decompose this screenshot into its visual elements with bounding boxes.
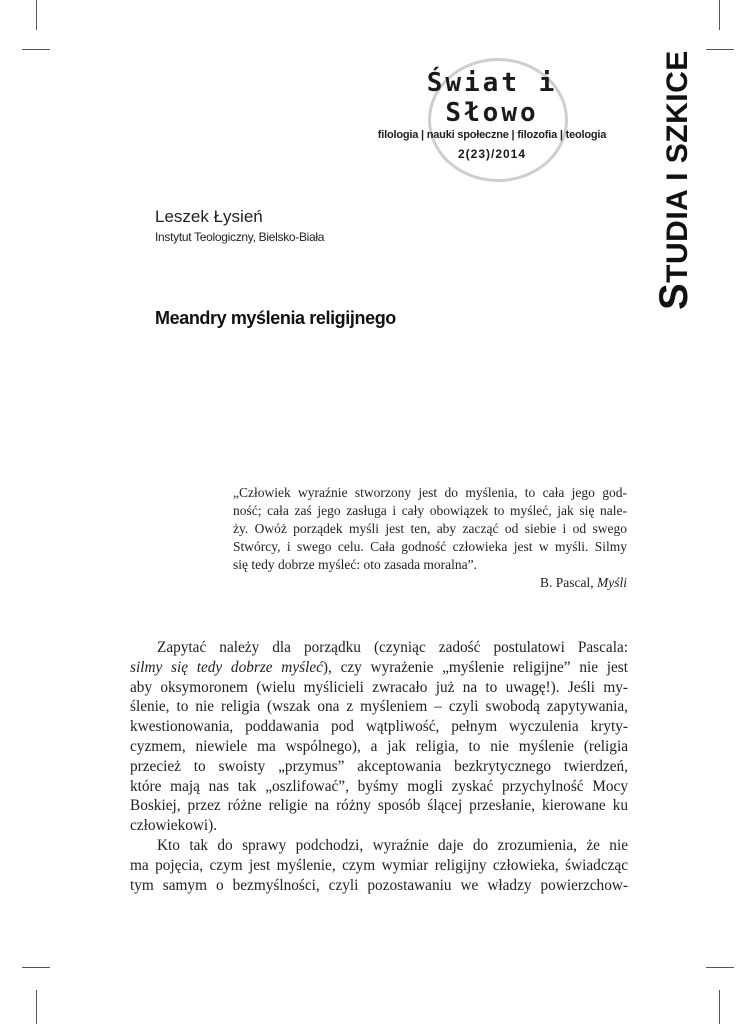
body-line: tym samym o bezmyślności, czyli pozostawaniu we władzy powierzchow-: [130, 876, 628, 894]
epigraph: [233, 484, 627, 592]
body-line: aby oksymoronem (wielu myślicieli zwracało już na to uwagę!). Jeśli my-: [130, 678, 628, 696]
body-line: kwestionowania, poddawania pod wątpliwość, pełnym wyczulenia kryty-: [130, 718, 628, 736]
epigraph-line: się tedy dobrze myśleć: oto zasada moralna”.: [233, 557, 478, 572]
author-name: Leszek Łysień: [155, 207, 263, 226]
crop-mark-top-left-v: [36, 0, 37, 30]
crop-mark-top-left-h: [22, 49, 50, 50]
body-line: Boskiej, przez różne religie na różny sposób ślącej przesłanie, kierowane ku: [130, 797, 628, 815]
body-line: ma pojęcia, czym jest myślenie, czym wymiar religijny człowieka, świadcząc: [130, 856, 628, 874]
epigraph-line: ność; cała zaś jego zasługa i cały obowiązek to myśleć, jak się nale-: [233, 503, 627, 518]
body-line: które mają nas tak „oszlifować”, byśmy mogli zyskać przychylność Mocy: [130, 777, 628, 795]
epigraph-line: „Człowiek wyraźnie stworzony jest do myślenia, to cała jego god-: [233, 485, 627, 500]
body-line-rest: ), czy wyrażenie „myślenie religijne” nie jest: [322, 658, 628, 676]
epigraph-source: [233, 574, 627, 592]
epigraph-line: Stwórcy, i swego celu. Cała godność człowieka jest w myśli. Silmy: [233, 539, 627, 554]
article-title: Meandry myślenia religijnego: [155, 308, 396, 328]
epigraph-line: ży. Owóż porządek myśli jest ten, aby zacząć od siebie i od swego: [233, 521, 627, 536]
crop-mark-bottom-right-h: [706, 967, 734, 968]
section-label-rest: TUDIA I SZKICE: [661, 50, 694, 283]
epigraph-source-work: Myśli: [597, 575, 627, 590]
author-affiliation: Instytut Teologiczny, Bielsko-Biała: [155, 230, 325, 244]
crop-mark-top-right-v: [719, 0, 720, 30]
journal-subtitle: filologia | nauki społeczne | filozofia | teologia: [377, 129, 607, 141]
body-line: cyzmem, niewiele ma wspólnego), a jak religia, to nie myślenie (religia: [130, 737, 628, 755]
body-line: ślenie, to nie religia (wszak ona z myśleniem – czyli swobodą zapytywania,: [130, 698, 628, 716]
body-line: [130, 658, 628, 678]
body-line: przecież to swoisty „przymus” akceptowania bezkrytycznego twierdzeń,: [130, 757, 628, 775]
body-line: człowiekowi).: [130, 817, 218, 835]
crop-mark-top-right-h: [706, 49, 734, 50]
body-italic-quote: silmy się tedy dobrze myśleć: [130, 658, 323, 676]
crop-mark-bottom-left-v: [36, 990, 37, 1024]
section-label-initial: S: [652, 282, 696, 310]
journal-header: [372, 68, 612, 162]
epigraph-source-author: B. Pascal,: [540, 575, 597, 590]
crop-mark-bottom-left-h: [22, 967, 50, 968]
section-label: [652, 50, 697, 310]
body-line: Kto tak do sprawy podchodzi, wyraźnie daje do zrozumienia, że nie: [157, 836, 628, 854]
journal-issue: 2(23)/2014: [457, 147, 527, 161]
crop-mark-bottom-right-v: [719, 990, 720, 1024]
body-text: [130, 638, 628, 895]
journal-title: Świat i Słowo: [426, 68, 558, 128]
body-line: Zapytać należy dla porządku (czyniąc zadość postulatowi Pascala:: [157, 639, 628, 656]
